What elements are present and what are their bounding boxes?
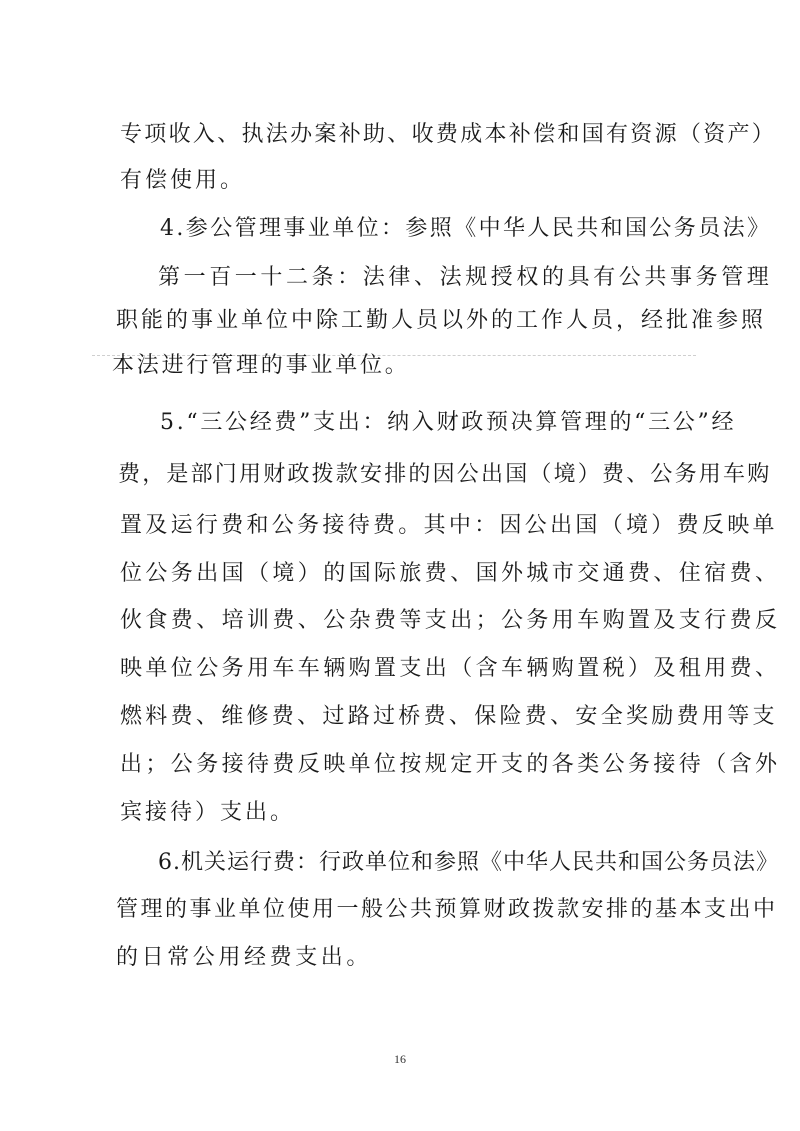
page-number: 16 bbox=[394, 1052, 406, 1066]
text-line: 置及运行费和公务接待费。其中：因公出国（境）费反映单 bbox=[120, 513, 778, 538]
text-line: 专项收入、执法办案补助、收费成本补偿和国有资源（资产） bbox=[120, 122, 777, 147]
text-line: 费，是部门用财政拨款安排的因公出国（境）费、公务用车购 bbox=[118, 462, 772, 487]
text-line: 6.机关运行费：行政单位和参照《中华人民共和国公务员法》 bbox=[158, 850, 779, 875]
text-line: 职能的事业单位中除工勤人员以外的工作人员，经批准参照 bbox=[116, 308, 767, 333]
text-line: 位公务出国（境）的国际旅费、国外城市交通费、住宿费、 bbox=[120, 561, 781, 586]
text-line: 映单位公务用车车辆购置支出（含车辆购置税）及租用费、 bbox=[120, 656, 781, 681]
text-line: 管理的事业单位使用一般公共预算财政拨款安排的基本支出中 bbox=[116, 897, 778, 922]
text-line: 燃料费、维修费、过路过桥费、保险费、安全奖励费用等支 bbox=[120, 704, 778, 729]
text-line: 伙食费、培训费、公杂费等支出；公务用车购置及支行费反 bbox=[120, 608, 781, 633]
text-line: 本法进行管理的事业单位。 bbox=[112, 353, 410, 378]
text-line: 出；公务接待费反映单位按规定开支的各类公务接待（含外 bbox=[120, 752, 781, 777]
text-line: 5.“三公经费”支出：纳入财政预决算管理的“三公”经 bbox=[160, 410, 737, 435]
text-line: 第一百一十二条：法律、法规授权的具有公共事务管理 bbox=[158, 265, 773, 290]
text-line: 的日常公用经费支出。 bbox=[116, 945, 373, 970]
text-line: 有偿使用。 bbox=[120, 168, 246, 193]
text-line: 宾接待）支出。 bbox=[120, 800, 296, 825]
text-line: 4.参公管理事业单位：参照《中华人民共和国公务员法》 bbox=[160, 216, 772, 241]
